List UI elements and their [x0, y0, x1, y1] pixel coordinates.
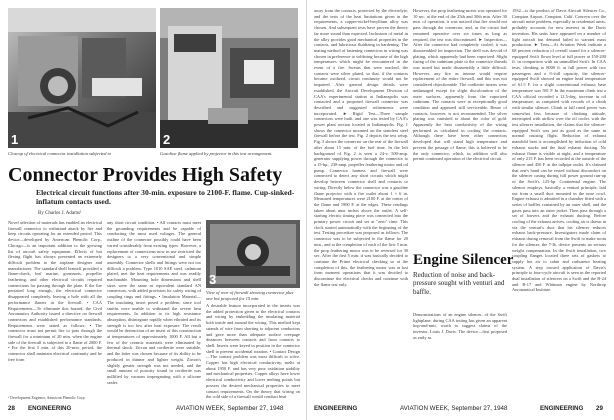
right-column-3 [512, 8, 606, 398]
right-footer-section: ENGINEERING [314, 405, 358, 412]
firewall-rear-image [206, 220, 300, 288]
figure-3-photo [206, 220, 300, 288]
silencer-headline: Engine Silencer [413, 252, 514, 268]
left-footer-page-number: 28 [8, 405, 15, 412]
right-footer-section-2: ENGINEERING [540, 405, 584, 412]
article-subhead: Electrical circuit functions after 30-min. exposure to 2100-F. flame. Cup-sinked-inflatum contacts used. [36, 188, 295, 206]
right-column-1 [314, 8, 408, 398]
figure-1-caption: Closeup of electrical connector installation subjected to [8, 151, 112, 156]
figure-3-number: 3 [209, 272, 217, 287]
author-footnote: ¹ Development Engineer, American Phenolic Corp. [8, 396, 86, 400]
figure-2-photo [160, 8, 298, 148]
figure-2-number: 2 [163, 132, 171, 147]
left-footer-issue: AVIATION WEEK, September 27, 1948 [176, 405, 284, 412]
right-column-2-continued [413, 312, 507, 398]
right-column-2 [413, 8, 507, 248]
article-headline: Connector Provides High Safety [8, 164, 283, 186]
right-column-2-text: However, the prop feathering motor was operated for 10 sec. at the end of the 25th and 30th min. After 30 min. of operation, it was noticed that fire would not pass through the connector, and, as the circuit had remained operative over six times as long as required, the test was discontinued. ► Inspection—After the connector had completely cooled, it was disassembled for inspection. The shell was devoid of plating, which apparently had been vaporized. Slight fusing of the cadmium plate to the connector threads was noted but made disassembly a little difficult. However, any fire as intense would require replacement of the entire firewall, and this was not considered objectionable. The cordierite inserts were undamaged except for slight discoloration of the outer surfaces, apparently from the vaporized cadmium. The contacts were in exceptionally good condition and appeared still serviceable. Reuse of contacts, however, is not recommended. The silver plating was vanished to about the color of gold. Apparently the heat conductivity of the wiring performed as calculated in cooling the contacts. Although there have been other connectors developed that will stand high temperature and prevent the passage of flame, this is believed to be the only connector, which, in addition will also permit continued operation of the electrical circuit. [413, 8, 507, 162]
left-column-3 [206, 303, 300, 399]
left-column-3-text: A desirable feature incorporated in the inserts was the added protection given to the electrical contacts and wiring by embedding the insulating material both inside and around the wiring. This method kept strands of wire from shorting to adjacent conductors and gave more than adequate surface creepage distances between contacts and from contacts to shell. Inserts were keyed in position in the connector shell to prevent accidental rotation. • Contact Design—The contact problem was most difficult to solve. Copper has high electrical conductivity, melts at about 1950 F. and has very poor oxidation stability and mechanical properties. Copper alloys have lower electrical conductivity and lower melting points but possess the desired mechanical properties to meet contact requirements. On the theory that wiring on the cold side of a firewall would conduct heat [206, 303, 300, 399]
right-column-2-continued-text: Demonstrations of an engine silencer, of the Swift lightplane, during CAA testing has given an apparent hop-and-unit, worth to suggest claims of the inventor, Louis J. Davis. The device—first proposed as early as [413, 312, 507, 340]
silencer-subhead: Reduction of noise and back-pressure sought with venturi and baffle. [413, 271, 505, 296]
flame-test-image [160, 8, 298, 148]
right-footer-issue: AVIATION WEEK, September 27, 1948 [400, 405, 508, 412]
right-column-3-text: 1932—is the product of Davis Aircraft Silencer Co., Compton Airport, Compton, Calif. Concern over the aircraft noise problem, especially in residential areas, probably accounts for new interest in the Davis invention. His units have appeared on a number of light aircraft but demand failed to warrant mass production. ► Tests—At Aviation Week indicate a 68 percent reduction of overall sound for a silencer-equipped Swift flown level at full power at 150-200 ft. in comparison with an unmuffled Swift. In CAA tests, climbing to 8000 ft. at full power with two passengers and a ⅔-full capacity, the silencer-equipped Swift showed an engine head temperature of 61.5 F. for a slight conventional exhaust; base temperature was 581 F. In the maximum climb test a CAA official recorded a 12.5-deg. increase in oil temperature, as compared with records of a climb with similar silencer. Climb at full rated power was somewhat less because of climbing attitude, interrupted with airflow over the oil cooler, with the test silencer installation, the claims that the silencer-equipped Swift was just as good as the same in normal cruising flight. Reduction of exhaust manifold heat is accomplished by induction of cold exhaust stacks and the final exhaust ducting. No exhaust flame is visible at night, and a temperature of only 215 F. has been recorded at the outside of the silencer and 450 F. at the tailpipe outlet. It's claimed that one's hand can be rested without discomfort on the silencer casing during full power ground run-up of the Swift's 125-hp. Continental engine. The silencer employs, basically, a venturi principle, laid out from a small duct mounted in the nose cowl. Engine exhaust is admitted in a chamber fitted with a series of baffles contained by an outer shell, and the gases pass into an outer jacket. Then pass through a set of louvers and the exhaust ducting. Before cooling of the exhaust arrives, cooling air is drawn in via the venturi's duct that his silencer reduces exhaust back-pressure. Investigators made claim of exhaust during removal from the Swift to make room for the silencer, the 7-lb. device presents no serious weight compensation. In the Swift installation, two coupling flanges located three sets of gaskets to supply hot air to cabin and carburetor heating system. A step toward application of Davis's principle to four-cycle aircraft is seen in the reported dual installation of silencers on a Swift and the B-24 and B-17 and Whitman engine by Northrop Aeronautical Institute. [512, 8, 606, 293]
article-byline: By Charles J. Adams¹ [38, 211, 82, 216]
figure-3-caption: View of rear of firewall showing connector plus one hot projected for 15 min. [206, 290, 294, 301]
page-gutter [306, 0, 307, 420]
right-footer-page-number: 29 [596, 405, 603, 412]
connector-closeup-image [8, 8, 156, 148]
right-column-1-text: away from the contacts, protected by the electrolyte, and the tests of the heat limitations given in the requirements, a copper-nickel-beryllium alloy was chosen. And subsequent tests have proven the theory far more sound than expected. Inclusions of metal in the alloy provides good mechanical properties in the contacts, and lubricious fluidizing in hardening. The mating method of fastening connectors in wiring was chosen in preference to soldering because of the high temperatures which might be encountered in the event of a fire. Sweats that were reached, the contacts were silver plated, so that, if the contacts became oxidized, circuit continuity would not be impaired. After general design details were established, the Aircraft Development Division of CAA's experimental station at Indianapolis was contacted and a proposed firewall connector was described and suggested refinements were incorporated. ► Rigid Test—Three sample connectors were built, and one was tested by CAA's power plant section located at Indianapolis. Fig. 1 shows the connector mounted on the stainless steel firewall before the test. Fig. 2 depicts the test setup. Fig. 3 shows the connector on the rear of the firewall after about 15 min. of the fuel time. In the left background of Fig. 2 is seen a 24-v, 500-amp. generator supplying power through the connector to a 15-hp., 230-amp. propeller feathering motor and oil pump. Connector harness and firewall were connected to detect any short circuits which might develop between connector shell and contacts or wiring. Directly below the connector was a gasoline flame projector with a fire outlet about 1 × 6 in. Measured temperatures were 2100 F. at the center of the flame and 1900 F. at the edges. These readings taken about nine inches above the outlet. A self-starting electric timing piece was connected into the primary power circuit and set at "zero" time. This clock started automatically with the beginning of the test. Testing procedure was proposed as follows: The connector was to be subjected to the flame for 20 min., and at the completion of each of the first 5 min. the prop feathering motor was to be reversed for 30 sec. After the first 5 min. it was basically decided to continue the Prime electrical checking so at the completion of this, the feathering motor was at lost from moment operations that it was decided to discontinue the electrical checks and continue with the flame test only. [314, 8, 408, 287]
figure-1-number: 1 [11, 132, 19, 147]
left-column-1 [8, 220, 102, 396]
figure-2-caption: Gasoline flame applied by projector in this test arrangement. [160, 151, 273, 156]
left-footer-section: ENGINEERING [28, 405, 72, 412]
left-column-1-text: Novel selection of materials has enabled an electrical firewall connector to withstand attack by fire and keep circuits operating for an extended period. This device—developed by American Phenolic Corp., Chicago—is an important addition to the growing list of aircraft safety equipment. Effects of hot flexing flight has always presented an extremely difficult problem to the airplane designer and manufacturer. The standard shell himself provided a flame-check, leaf marine, grommets, propeller feathering, and other electrical circuits required connections for passing through the plate. If the fire persisted long enough, the electrical connector disappeared completely, leaving a hole with all the performance flames in the firewall. • CAA Requirements—To eliminate this hazard, the Civil Aeronautics Authority issued a directive on firewall connectors and established performance standards. Requirements were stated as follows: • The connector must not permit fire to pass through the firewall for a minimum of 20 min. when the engine side of the firewall is subjected to a flame of 2000 F. • For the first 5 min. of this 20-min. period, the connector shall maintain electrical continuity and be free from [8, 220, 102, 362]
left-column-2 [107, 220, 201, 396]
figure-1-photo [8, 8, 156, 148]
left-column-2-text: any short circuit condition. • All contacts must meet the grounding requirements and be capable of conducting the most used voltages. The general outline of the connector possibly could have been varied considerably from existing types. However, a replacement of connections now in use restricted the designers to a very conventional and simple assembly. Connector shells and fittings were not too difficult a problem. Type 1010 SAE steel, cadmium plated, met the heat requirements and was readily machinable. Mounting hole dimensions and shell sizes were the same as equivalent standard AN connectors, with added provision for safety wiring of coupling rings and fittings. • Insulation Material—The insulating insert posed a problem, since tool smiths were unable to withstand the severe heat requirements. In addition to its high resistance absorption, disintegrate rapidly when vibrated and its strength is too low after heat exposure. The result would be destruction of an insert of this construction at temperatures of approximately 1000 F. All but a few of the ceramic materials were eliminated by thermal shock. Zircon and cordierite were suitable, and the latter was chosen because of its ability to be produced in thinner and lighter weight. Zircon's slightly greater strength was not needed, and the small amount of porosity found in cordierite was nullified by vacuum impregnating with a silicone sealer. [107, 220, 201, 385]
